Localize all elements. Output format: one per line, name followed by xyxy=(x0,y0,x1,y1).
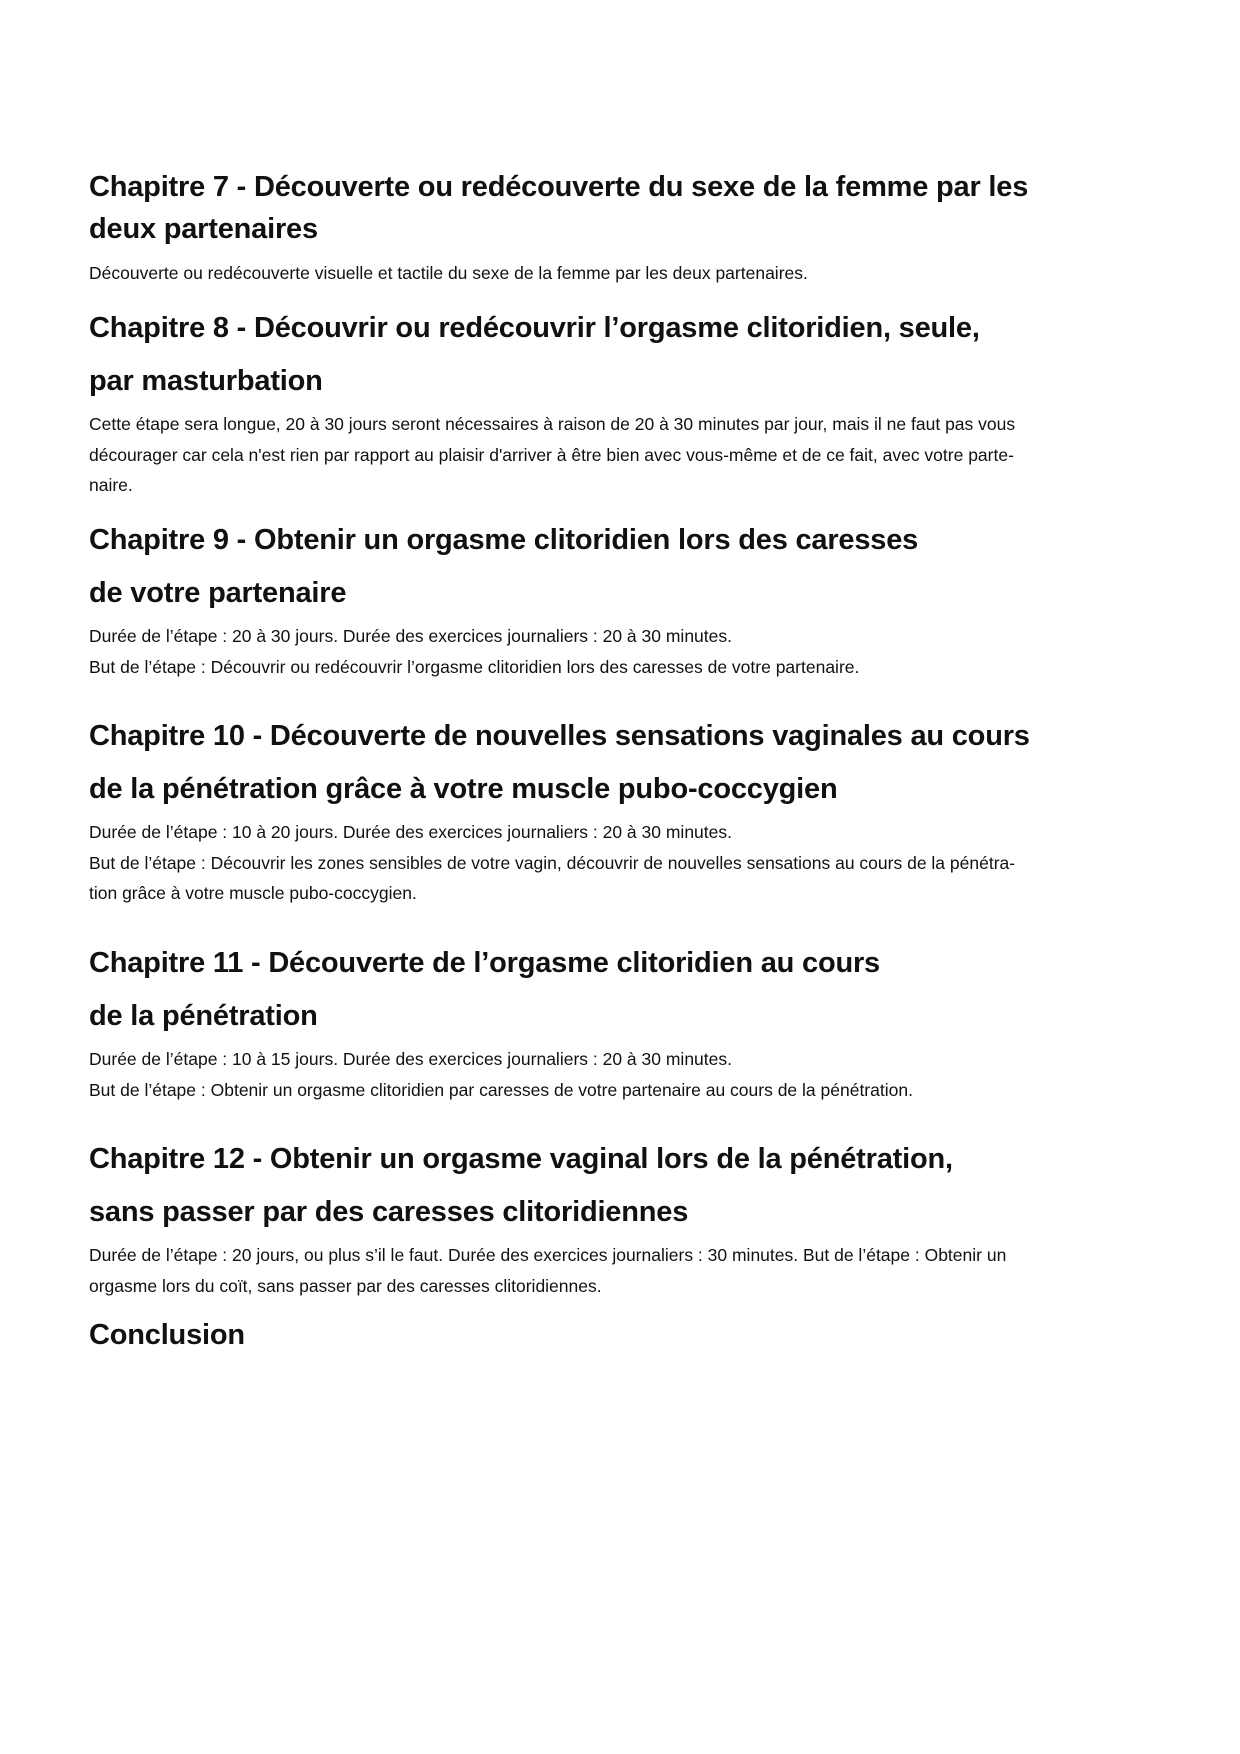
chapter-8-description xyxy=(89,409,1015,501)
chapter-7-desc-line-1: Découverte ou redécouverte visuelle et tactile du sexe de la femme par les deux partenaires. xyxy=(89,263,808,283)
chapter-11-description xyxy=(89,1044,913,1105)
chapter-12-desc-line-1: Durée de l’étape : 20 jours, ou plus s’il le faut. Durée des exercices journaliers : 30 minutes. But de l’étape : Obtenir un xyxy=(89,1245,1007,1265)
chapter-8-section xyxy=(89,307,1015,501)
chapter-9-desc-line-2: But de l’étape : Découvrir ou redécouvrir l’orgasme clitoridien lors des caresses de votre partenaire. xyxy=(89,656,860,677)
chapter-12-desc-line-2: orgasme lors du coït, sans passer par des caresses clitoridiennes. xyxy=(89,1275,602,1296)
chapter-9-section xyxy=(89,519,918,682)
chapter-9-title-line-2: de votre partenaire xyxy=(89,577,347,609)
chapter-11-section xyxy=(89,942,913,1105)
chapter-12-title-line-1: Chapitre 12 - Obtenir un orgasme vaginal lors de la pénétration, xyxy=(89,1143,953,1175)
chapter-8-title-line-1: Chapitre 8 - Découvrir ou redécouvrir l’orgasme clitoridien, seule, xyxy=(89,312,980,344)
chapter-8-desc-line-2: décourager car cela n'est rien par rapport au plaisir d'arriver à être bien avec vous-même et de ce fait, avec votre parte- xyxy=(89,444,1014,465)
chapter-10-desc-line-1: Durée de l’étape : 10 à 20 jours. Durée des exercices journaliers : 20 à 30 minutes. xyxy=(89,822,732,842)
chapter-11-desc-line-2: But de l’étape : Obtenir un orgasme clitoridien par caresses de votre partenaire au cours de la pénétration. xyxy=(89,1079,913,1100)
chapter-12-description xyxy=(89,1240,1006,1301)
chapter-7-title-line-2: deux partenaires xyxy=(89,213,318,245)
chapter-11-title xyxy=(89,942,913,1037)
chapter-9-description xyxy=(89,621,918,682)
chapter-9-title xyxy=(89,519,918,614)
chapter-8-desc-line-3: naire. xyxy=(89,475,133,495)
chapter-9-title-line-1: Chapitre 9 - Obtenir un orgasme clitoridien lors des caresses xyxy=(89,524,919,556)
chapter-11-desc-line-1: Durée de l’étape : 10 à 15 jours. Durée des exercices journaliers : 20 à 30 minutes. xyxy=(89,1049,732,1069)
chapter-10-title-line-2: de la pénétration grâce à votre muscle pubo-coccygien xyxy=(89,773,838,805)
chapter-8-desc-line-1: Cette étape sera longue, 20 à 30 jours seront nécessaires à raison de 20 à 30 minutes par jour, mais il ne faut pas vous xyxy=(89,414,1016,434)
chapter-10-description xyxy=(89,817,1030,909)
chapter-8-title xyxy=(89,307,1015,402)
chapter-10-desc-line-3: tion grâce à votre muscle pubo-coccygien. xyxy=(89,883,417,903)
chapter-12-title xyxy=(89,1138,1006,1233)
chapter-7-title-line-1: Chapitre 7 - Découverte ou redécouverte du sexe de la femme par les xyxy=(89,171,1029,203)
conclusion-section xyxy=(89,1314,245,1356)
chapter-10-section xyxy=(89,715,1030,909)
chapter-12-section xyxy=(89,1138,1006,1301)
chapter-8-title-line-2: par masturbation xyxy=(89,365,323,397)
chapter-9-desc-line-1: Durée de l’étape : 20 à 30 jours. Durée des exercices journaliers : 20 à 30 minutes. xyxy=(89,626,732,646)
chapter-12-title-line-2: sans passer par des caresses clitoridiennes xyxy=(89,1196,689,1228)
chapter-10-desc-line-2: But de l’étape : Découvrir les zones sensibles de votre vagin, découvrir de nouvelles sensations au cours de la pénétra- xyxy=(89,852,1016,873)
chapter-10-title-line-1: Chapitre 10 - Découverte de nouvelles sensations vaginales au cours xyxy=(89,720,1030,752)
conclusion-title: Conclusion xyxy=(89,1319,245,1351)
chapter-11-title-line-2: de la pénétration xyxy=(89,1000,318,1032)
chapter-7-title xyxy=(89,166,1028,250)
chapter-10-title xyxy=(89,715,1030,810)
chapter-11-title-line-1: Chapitre 11 - Découverte de l’orgasme clitoridien au cours xyxy=(89,947,880,979)
chapter-7-section xyxy=(89,166,1028,289)
chapter-7-description xyxy=(89,258,1028,289)
